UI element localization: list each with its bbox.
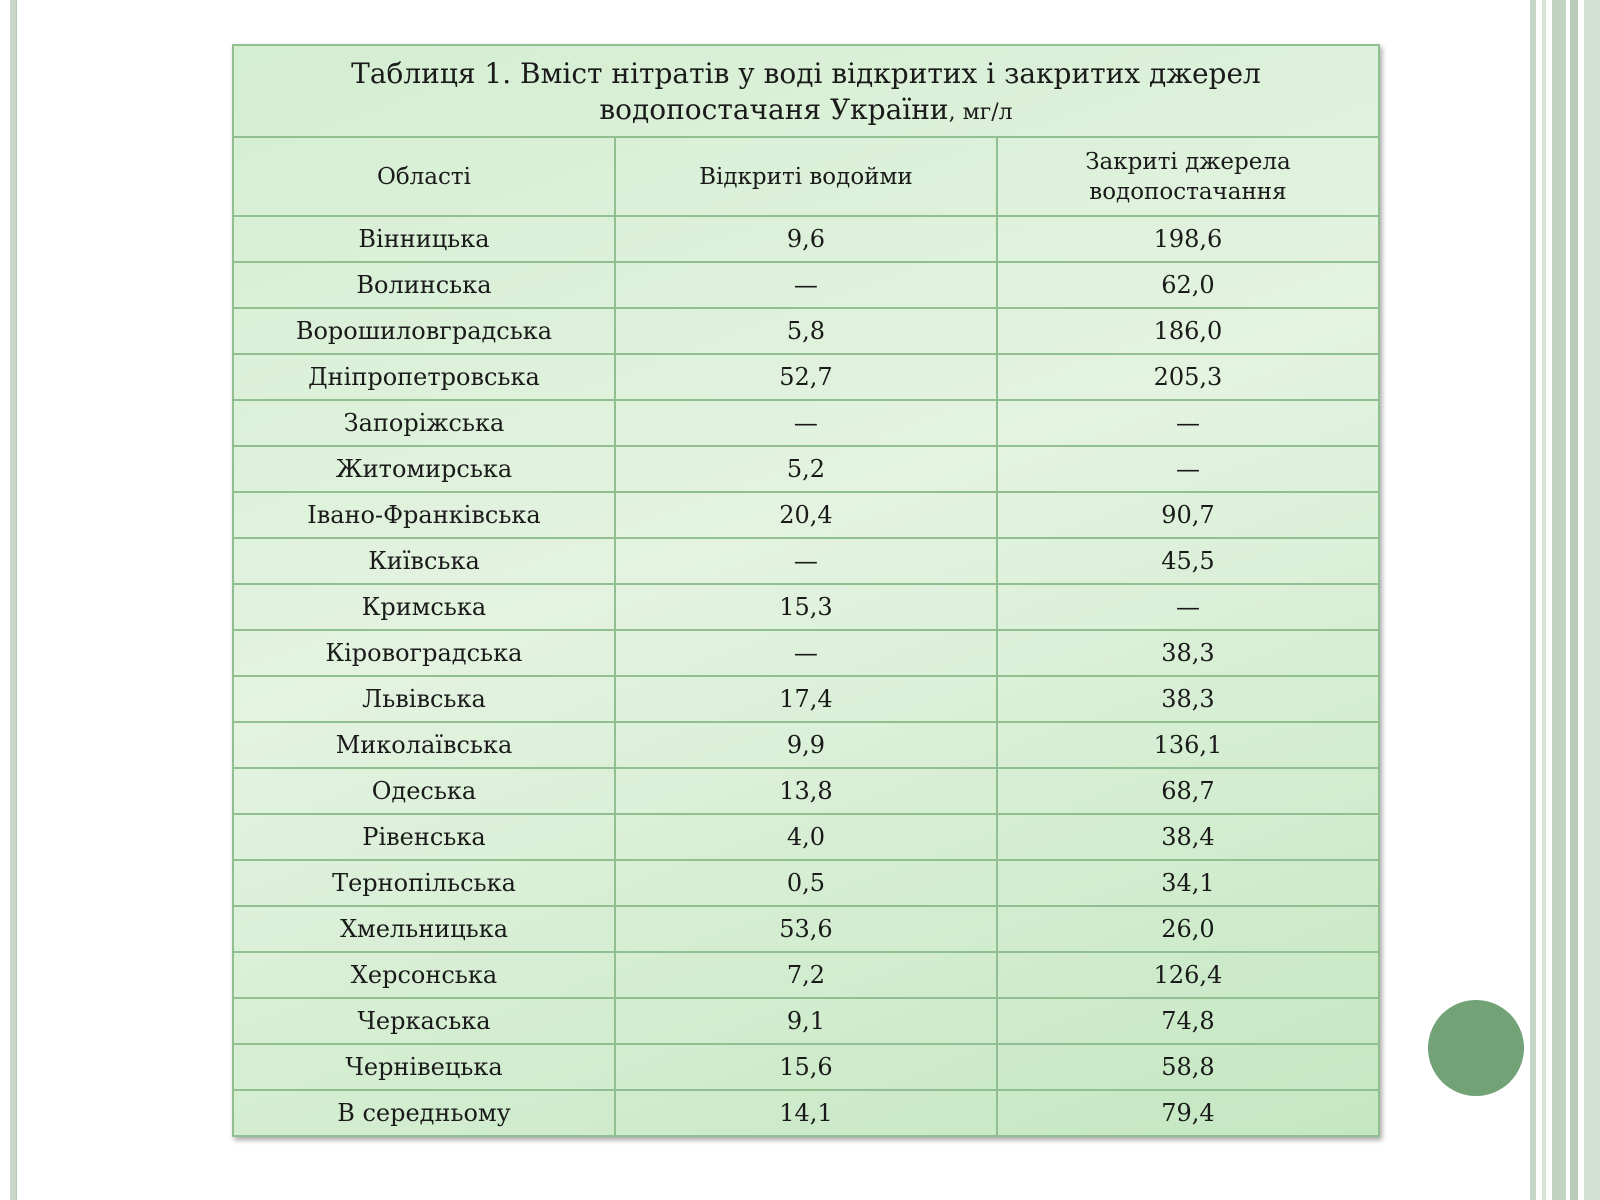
open-water-cell: 52,7: [615, 354, 997, 400]
closed-sources-cell: —: [997, 584, 1379, 630]
table-title: [233, 45, 1379, 137]
region-cell: Івано-Франківська: [233, 492, 615, 538]
nitrate-table: [232, 44, 1380, 1137]
closed-sources-cell: 58,8: [997, 1044, 1379, 1090]
table-row: [233, 1044, 1379, 1090]
open-water-cell: 20,4: [615, 492, 997, 538]
region-cell: Тернопільська: [233, 860, 615, 906]
open-water-cell: 9,6: [615, 216, 997, 262]
closed-sources-cell: 90,7: [997, 492, 1379, 538]
table-row: [233, 216, 1379, 262]
open-water-cell: 7,2: [615, 952, 997, 998]
decorative-circle: [1428, 1000, 1524, 1096]
region-cell: Чернівецька: [233, 1044, 615, 1090]
region-cell: Херсонська: [233, 952, 615, 998]
open-water-cell: —: [615, 538, 997, 584]
open-water-cell: 4,0: [615, 814, 997, 860]
open-water-cell: 9,1: [615, 998, 997, 1044]
closed-sources-cell: —: [997, 446, 1379, 492]
closed-sources-cell: 186,0: [997, 308, 1379, 354]
slide-frame-right: [1530, 0, 1600, 1200]
table-row: [233, 722, 1379, 768]
table-row: [233, 400, 1379, 446]
header-open-water: Відкриті водойми: [615, 137, 997, 216]
closed-sources-cell: 38,4: [997, 814, 1379, 860]
closed-sources-cell: 126,4: [997, 952, 1379, 998]
region-cell: Одеська: [233, 768, 615, 814]
closed-sources-cell: 26,0: [997, 906, 1379, 952]
region-cell: Дніпропетровська: [233, 354, 615, 400]
open-water-cell: 13,8: [615, 768, 997, 814]
region-cell: Кіровоградська: [233, 630, 615, 676]
table-row: [233, 538, 1379, 584]
table-row: [233, 354, 1379, 400]
table-title-row: [233, 45, 1379, 137]
table-row: [233, 308, 1379, 354]
table-row: [233, 446, 1379, 492]
region-cell: Волинська: [233, 262, 615, 308]
header-closed-sources: Закриті джерела водопостачання: [997, 137, 1379, 216]
closed-sources-cell: 205,3: [997, 354, 1379, 400]
closed-sources-cell: 79,4: [997, 1090, 1379, 1136]
closed-sources-cell: 136,1: [997, 722, 1379, 768]
open-water-cell: —: [615, 262, 997, 308]
open-water-cell: —: [615, 630, 997, 676]
region-cell: Запоріжська: [233, 400, 615, 446]
region-cell: Кримська: [233, 584, 615, 630]
open-water-cell: 0,5: [615, 860, 997, 906]
table-title-unit: , мг/л: [948, 99, 1013, 125]
table-row: [233, 262, 1379, 308]
table-row: [233, 814, 1379, 860]
region-cell: Миколаївська: [233, 722, 615, 768]
open-water-cell: 14,1: [615, 1090, 997, 1136]
closed-sources-cell: 38,3: [997, 676, 1379, 722]
closed-sources-cell: 45,5: [997, 538, 1379, 584]
open-water-cell: 9,9: [615, 722, 997, 768]
region-cell: Вінницька: [233, 216, 615, 262]
table-row: [233, 1090, 1379, 1136]
closed-sources-cell: —: [997, 400, 1379, 446]
open-water-cell: 17,4: [615, 676, 997, 722]
table-row: [233, 676, 1379, 722]
table-header-row: [233, 137, 1379, 216]
table-row: [233, 584, 1379, 630]
open-water-cell: 5,2: [615, 446, 997, 492]
open-water-cell: 53,6: [615, 906, 997, 952]
closed-sources-cell: 198,6: [997, 216, 1379, 262]
table-row: [233, 906, 1379, 952]
table-row: [233, 860, 1379, 906]
table-row: [233, 768, 1379, 814]
open-water-cell: 5,8: [615, 308, 997, 354]
region-cell: Львівська: [233, 676, 615, 722]
region-cell: Рівенська: [233, 814, 615, 860]
table-row: [233, 998, 1379, 1044]
region-cell: Житомирська: [233, 446, 615, 492]
table-row: [233, 952, 1379, 998]
table-row: [233, 630, 1379, 676]
region-cell: Ворошиловградська: [233, 308, 615, 354]
region-cell: Черкаська: [233, 998, 615, 1044]
open-water-cell: 15,3: [615, 584, 997, 630]
closed-sources-cell: 62,0: [997, 262, 1379, 308]
header-region: Області: [233, 137, 615, 216]
table-title-text: Таблиця 1. Вміст нітратів у воді відкритих і закритих джерел водопостачаня України: [351, 56, 1261, 126]
table-row: [233, 492, 1379, 538]
region-cell: Київська: [233, 538, 615, 584]
slide-frame-left: [10, 0, 17, 1200]
closed-sources-cell: 38,3: [997, 630, 1379, 676]
region-cell: В середньому: [233, 1090, 615, 1136]
closed-sources-cell: 34,1: [997, 860, 1379, 906]
open-water-cell: —: [615, 400, 997, 446]
open-water-cell: 15,6: [615, 1044, 997, 1090]
closed-sources-cell: 74,8: [997, 998, 1379, 1044]
region-cell: Хмельницька: [233, 906, 615, 952]
closed-sources-cell: 68,7: [997, 768, 1379, 814]
